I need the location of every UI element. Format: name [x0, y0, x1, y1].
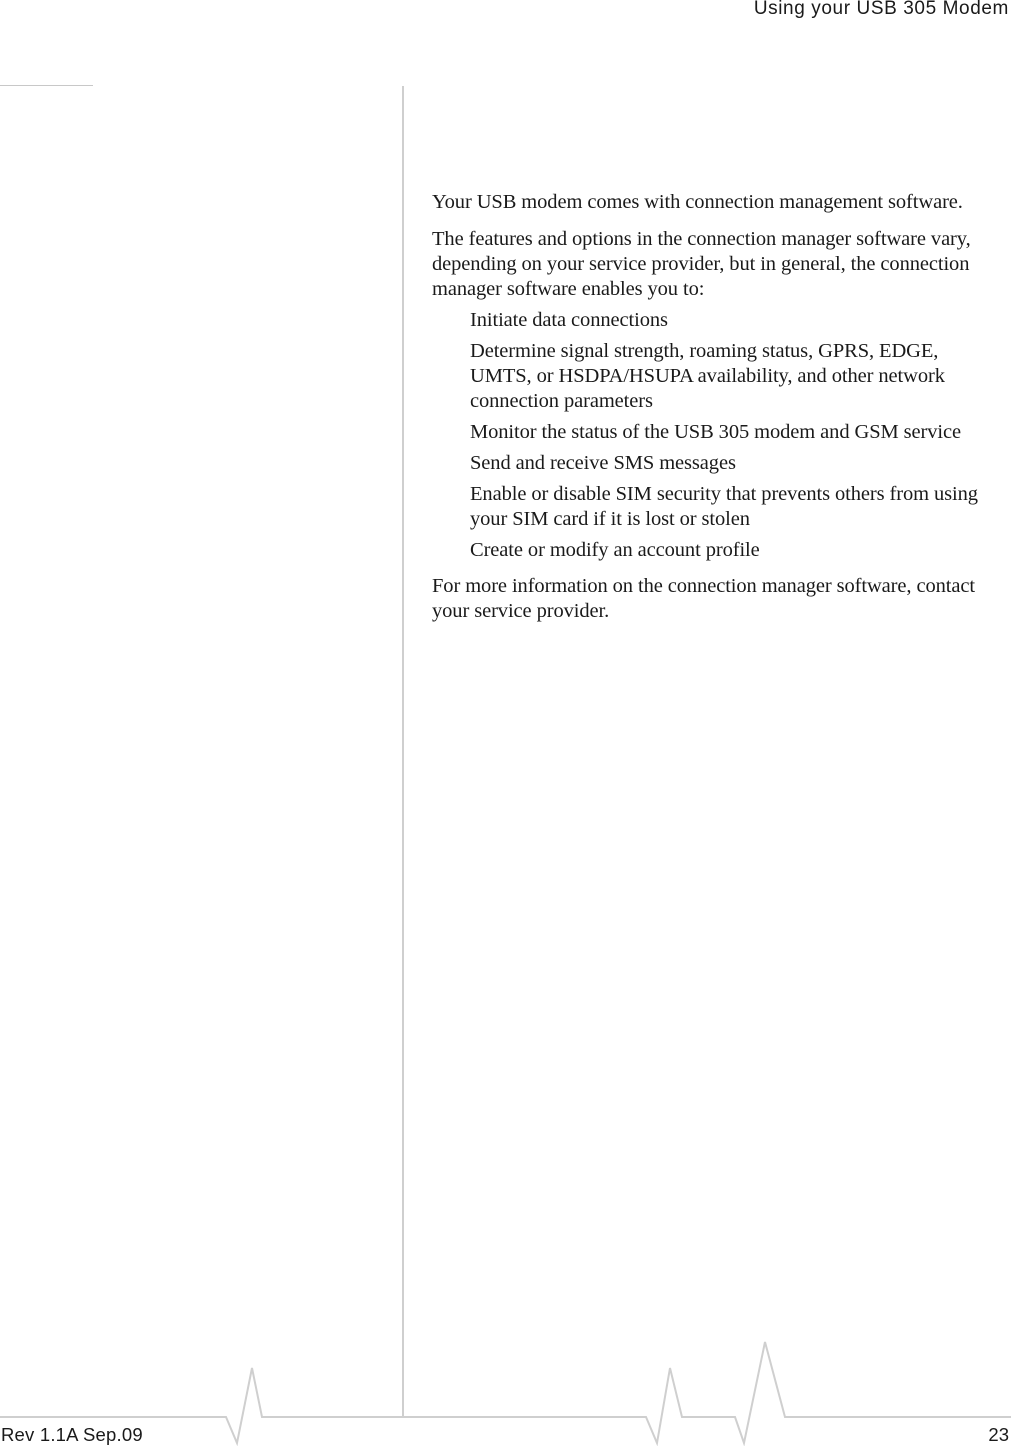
column-divider [402, 86, 404, 1418]
list-item: Initiate data connections [470, 309, 668, 331]
list-item: Enable or disable SIM security that prevents others from using your SIM card if it is lost or stolen [470, 483, 978, 530]
lead-paragraph: The features and options in the connection manager software vary, depending on your service provider, but in general, the connection manager software enables you to: [432, 228, 971, 300]
feature-list [432, 308, 1004, 563]
header-rule [0, 85, 93, 86]
footer-revision: Rev 1.1A Sep.09 [1, 1424, 143, 1445]
footer-signal-wave [0, 1340, 1011, 1446]
list-item: Create or modify an account profile [470, 539, 760, 561]
list-item: Monitor the status of the USB 305 modem and GSM service [470, 421, 962, 443]
closing-paragraph: For more information on the connection manager software, contact your service provider. [432, 575, 975, 622]
page-number: 23 [988, 1424, 1009, 1445]
list-item: Send and receive SMS messages [470, 452, 736, 474]
list-item: Determine signal strength, roaming status, GPRS, EDGE, UMTS, or HSDPA/HSUPA availability, and other network connection parameters [470, 340, 945, 412]
intro-paragraph: Your USB modem comes with connection management software. [432, 191, 963, 213]
running-header: Using your USB 305 Modem [753, 0, 1009, 19]
main-content [432, 190, 1004, 636]
